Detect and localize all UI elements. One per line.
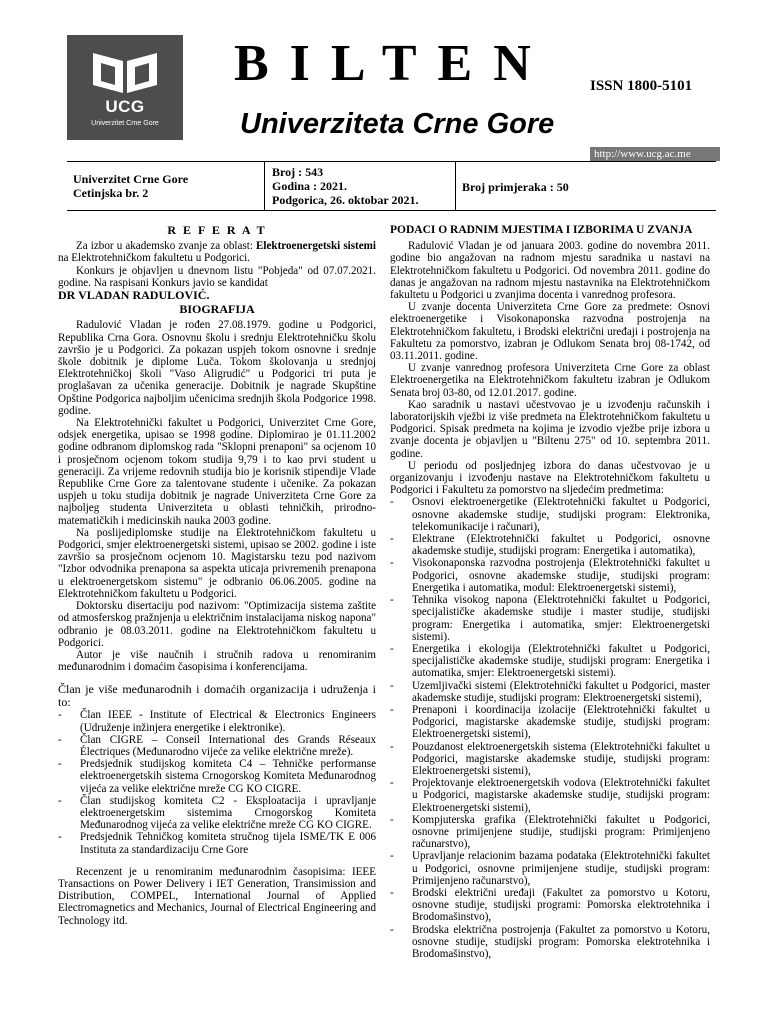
biography-heading: BIOGRAFIJA	[179, 302, 255, 317]
candidate-name: DR VLADAN RADULOVIĆ.	[58, 288, 210, 303]
area-name: Elektroenergetski sistemi	[256, 240, 376, 253]
website-url[interactable]: http://www.ucg.ac.me	[590, 147, 720, 161]
paragraph-area	[58, 240, 376, 264]
header-divider-1	[264, 161, 265, 210]
career-paragraph: Kao saradnik u nastavi učestvovao je u izvođenju računskih i laboratorijskih vježbi iz više predmeta na Elektrotehničkom fakultetu u Podgorici. Spisak predmeta na kojima je izvodio vježbe prije izbora u zvanje docenta je objavljen u "Biltenu 275" od 10. septembra 2011. godine.	[390, 398, 710, 460]
list-item: - Pouzdanost elektroenergetskih sistema (Elektrotehnički fakultet u Podgorici, magistarske akademske studije, studijski program: Elektroenergetski sistemi),	[390, 741, 710, 778]
list-item: - Tehnika visokog napona (Elektrotehnički fakultet u Podgorici, specijalističke akademske studije i master studije, studijski program: Energetika i automatika, smjer: Elektroenergetski sistemi).	[390, 594, 710, 643]
career-paragraph: U periodu od posljednjeg izbora do danas učestvovao je u organizovanju i izvođenju nastave na Elektrotehničkom fakultetu u Podgorici i Fakultetu za pomorstvo na sljedećim predmetima:	[390, 459, 710, 497]
list-item: - Energetika i ekologija (Elektrotehnički fakultet u Podgorici, specijalističke akademske studije, studijski program: Energetika i automatika, smjer: Elektroenergetski sistemi).	[390, 643, 710, 680]
referat-heading: R E F E R A T	[167, 223, 267, 237]
logo-text: UCG	[105, 97, 145, 116]
list-item: - Brodski električni uređaji (Fakultet za pomorstvo u Kotoru, osnovne studije, studijski programi: Pomorska elektrotehnika i Brodomašinstvo),	[390, 887, 710, 924]
publisher-address	[73, 172, 188, 200]
address-line-2: Cetinjska br. 2	[73, 186, 149, 200]
list-item: - Brodska električna postrojenja (Fakultet za pomorstvo u Kotoru, osnovne studije, studijski program: Pomorska elektrotehnika i Brodomašinstvo),	[390, 924, 710, 961]
list-item: - Kompjuterska grafika (Elektrotehnički fakultet u Podgorici, osnovne primijenjene studije, studijski program: Primijenjeno računarstvo),	[390, 814, 710, 851]
header-bottom-rule	[67, 210, 716, 211]
list-item: - Predsjednik studijskog komiteta C4 – Tehničke performanse elektroenergetskih sistema Crnogorskog Komiteta Međunarodnog vijeća za velike električne mreže CG KO CIGRE.	[58, 758, 376, 795]
list-item: - Predsjednik Tehničkog komiteta stručnog tijela ISME/TK E 006 Instituta za standardizaciju Crne Gore	[58, 831, 376, 855]
bio-paragraph: Na Elektrotehnički fakultet u Podgorici, Univerzitet Crne Gore, odsjek energetika, upisao se 1998 godine. Diplomirao je 01.11.2002 godine odbranom diplomskog rada "Sklopni prenaponi" sa ocjenom 10 i prosječnom ocjenom tokom studija 9,79 i to kao prvi student u generaciji. Za vrijeme redovnih studija bio je korisnik stipendije Vlade Republike Crne Gore za talentovane studente i učenike. Za pokazan uspjeh u toku studija dobitnik je nagrade Univerziteta Crne Gore za najboljeg studenta Univerziteta u oblasti tehničkih, prirodno-matematičkih i medicinskih nauka 2003 godine.	[58, 417, 376, 527]
list-item: - Elektrane (Elektrotehnički fakultet u Podgorici, osnovne akademske studije, studijski program: Energetika i automatika),	[390, 533, 710, 557]
list-item: - Uzemljivački sistemi (Elektrotehnički fakultet u Podgorici, master akademske studije, studijski program: Elektroenergetski sistemi),	[390, 680, 710, 704]
list-item: - Visokonaponska razvodna postrojenja (Elektrotehnički fakultet u Podgorici, osnovne akademske studije, studijski program: Energetika i automatika, modul: Elektroenergetski sistemi),	[390, 557, 710, 594]
career-paragraph: U zvanje docenta Univerziteta Crne Gore za predmete: Osnovi elektroenergetike i Visokonaponska razvodna postrojenja na Elektrotehničkom fakultetu, i Brodski električni uređaji i postrojenja na Fakultetu za pomorstvo, izabran je Odlukom Senata broj 08-1742, od 03.11.2011. godine.	[390, 301, 710, 363]
right-column	[390, 222, 710, 960]
left-column	[58, 222, 376, 927]
career-paragraph: U zvanje vanrednog profesora Univerziteta Crne Gore za oblast Elektroenergetika na Elektrotehničkom fakultetu izabran je Odlukom Senata broj 03-80, od 12.01.2017. godine.	[390, 362, 710, 399]
list-item: - Član IEEE - Institute of Electrical & Electronics Engineers (Udruženje inžinjera energetike i elektronike).	[58, 709, 376, 733]
list-item: - Član CIGRE – Conseil International des Grands Réseaux Électriques (Međunarodno vijeće za velike električne mreže).	[58, 734, 376, 758]
list-item: - Član studijskog komiteta C2 - Eksploatacija i upravljanje elektroenergetskim sistemima Crnogorskog Komiteta Međunarodnog vijeća za velike električne mreže CG KO CIGRE.	[58, 795, 376, 832]
list-item: - Upravljanje relacionim bazama podataka (Elektrotehnički fakultet u Podgorici, osnovne primijenjene studije, studijski program: Primijenjeno računarstvo),	[390, 850, 710, 887]
bio-paragraph: Doktorsku disertaciju pod nazivom: "Optimizacija sistema zaštite od atmosferskog pražnjenja u električnim instalacijama niskog napona" odbranio je 08.03.2011. godine na Elektrotehničkom fakultetu u Podgorici.	[58, 600, 376, 649]
list-item: - Osnovi elektroenergetike (Elektrotehnički fakultet u Podgorici, osnovne akademske studije, studijski program: Elektronika, telekomunikacije i računari),	[390, 496, 710, 533]
issue-info	[272, 165, 418, 207]
bio-paragraph: Autor je više naučnih i stručnih radova u renomiranim međunarodnim i domaćim časopisima i konferencijama.	[58, 648, 376, 674]
career-paragraph: Radulović Vladan je od januara 2003. godine do novembra 2011. godine bio angažovan na radnom mjestu saradnika u nastavi na Elektrotehničkom fakultetu u Podgorici. Od novembra 2011. godine do danas je angažovan na radnom mjestu nastavnika na Elektrotehničkom fakultetu u Podgorici u zvanjima docenta i vanrednog profesora.	[390, 240, 710, 302]
header-top-rule	[67, 161, 716, 162]
area-intro: Za izbor u akademsko zvanje za oblast:	[76, 240, 257, 253]
list-item: - Projektovanje elektroenergetskih vodova (Elektrotehnički fakultet u Podgorici, magistarske akademske studije, studijski program: Elektroenergetski sistemi),	[390, 777, 710, 814]
bulletin-subtitle: Univerziteta Crne Gore	[240, 108, 555, 140]
paragraph-konkurs: Konkurs je objavljen u dnevnom listu "Pobjeda" od 07.07.2021. godine. Na raspisani Konkurs javio se kandidat	[58, 264, 376, 289]
header-divider-2	[455, 161, 456, 210]
reviewer-paragraph: Recenzent je u renomiranim međunarodnim časopisima: IEEE Transactions on Power Delivery i IET Generation, Transimission and Distribution, COMPEL, International Journal of Applied Electromagnetics and Mechanics, Journal of Electrical Engineering and Technology itd.	[58, 865, 376, 927]
positions-heading: PODACI O RADNIM MJESTIMA I IZBORIMA U ZVANJA	[390, 224, 693, 236]
issue-date: Podgorica, 26. oktobar 2021.	[272, 193, 419, 207]
bulletin-title: BILTEN	[234, 35, 552, 92]
issn: ISSN 1800-5101	[590, 78, 693, 94]
book-icon	[89, 47, 161, 95]
list-item: - Prenaponi i koordinacija izolacije (Elektrotehnički fakultet u Podgorici, magistarske akademske studije, studijski program: Elektroenergetski sistemi),	[390, 704, 710, 741]
logo-subtext: Univerzitet Crne Gore	[91, 120, 159, 127]
bio-paragraph: Radulović Vladan je rođen 27.08.1979. godine u Podgorici, Republika Crna Gora. Osnovnu školu i srednju Elektrotehničku školu završio je u Podgorici. Za pokazan uspjeh tokom osnovne i srednje škole dobitnik je diplome Luča. Tokom školovanja u srednjoj Elektrotehničkoj školi "Vaso Aligrudić" u Podgorici tri puta je proglašavan za učenika generacije. Dobitnik je nagrade Skupštine Opštine Podgorica najboljim učenicima srednjih škola Podgorice 1998. godine.	[58, 319, 376, 417]
membership-intro: Član je više međunarodnih i domaćih organizacija i udruženja i to:	[58, 682, 376, 710]
ucg-logo	[67, 35, 183, 140]
course-list	[390, 496, 710, 960]
bio-paragraph: Na poslijediplomske studije na Elektrotehničkom fakultetu u Podgorici, smjer elektroenergetski sistemi, upisao se 2002. godine i iste završio sa prosječnom ocjenom 10. Magistarsku tezu pod nazivom "Izbor odvodnika prenapona sa aspekta uticaja privremenih prenapona u elektroenergetskom sistemu" je odbranio 06.06.2005. godine na Elektrotehničkom fakultetu u Podgorici.	[58, 526, 376, 600]
copies-count: Broj primjeraka : 50	[462, 180, 569, 194]
issue-number: Broj : 543	[272, 165, 324, 179]
issue-year: Godina : 2021.	[272, 179, 348, 193]
address-line-1: Univerzitet Crne Gore	[73, 172, 189, 186]
area-faculty: na Elektrotehničkom fakultetu u Podgorici.	[58, 252, 250, 265]
membership-list	[58, 709, 376, 855]
